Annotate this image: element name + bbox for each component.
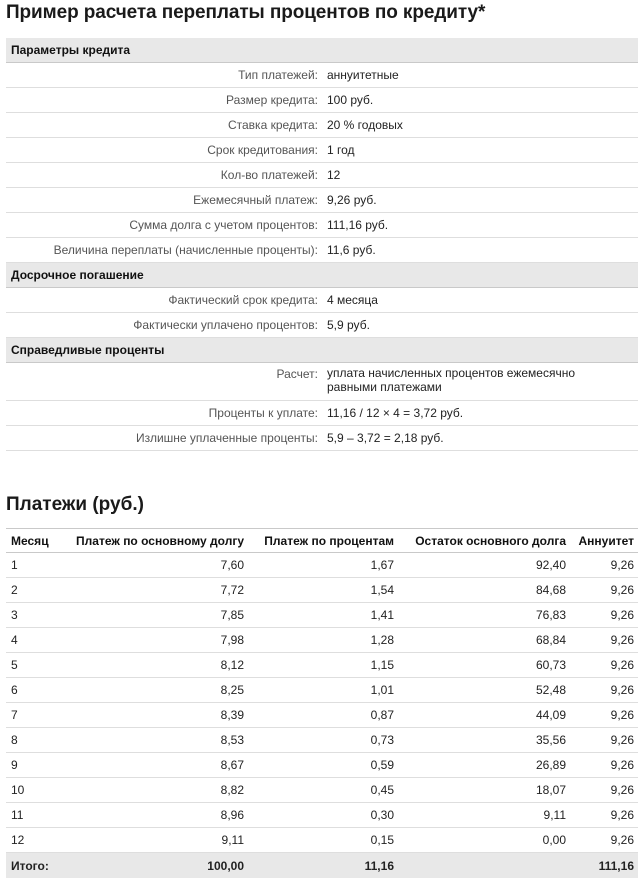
table-cell: 8,12 <box>220 658 244 672</box>
table-cell: 35,56 <box>535 733 566 747</box>
table-cell: 7,85 <box>220 608 244 622</box>
section-header: Справедливые проценты <box>6 338 638 363</box>
table-cell: 11 <box>11 808 24 822</box>
param-label: Фактический срок кредита: <box>168 293 318 307</box>
table-cell: 8 <box>11 733 18 747</box>
param-label: Проценты к уплате: <box>208 406 318 420</box>
table-cell: 1,67 <box>370 558 394 572</box>
param-label: Ставка кредита: <box>227 118 318 132</box>
table-row <box>6 703 638 728</box>
param-value: 100 руб. <box>327 93 374 107</box>
param-row <box>6 238 638 263</box>
param-value: 9,26 руб. <box>327 193 377 207</box>
table-cell: 9,26 <box>610 608 634 622</box>
table-cell: 9,26 <box>610 558 634 572</box>
table-cell: 10 <box>11 783 25 797</box>
table-cell: 18,07 <box>535 783 566 797</box>
total-cell: 100,00 <box>207 858 244 873</box>
total-cell: 111,16 <box>598 858 634 873</box>
param-value: 4 месяца <box>327 293 378 307</box>
table-cell: 1,41 <box>370 608 394 622</box>
column-header: Платеж по процентам <box>264 533 394 548</box>
table-row <box>6 828 638 853</box>
table-cell: 1 <box>11 558 18 572</box>
param-label: Ежемесячный платеж: <box>193 193 318 207</box>
table-cell: 4 <box>11 633 18 647</box>
section-header: Досрочное погашение <box>6 263 638 288</box>
param-row <box>6 363 638 401</box>
table-cell: 76,83 <box>535 608 566 622</box>
table-cell: 52,48 <box>535 683 566 697</box>
table-cell: 0,15 <box>370 833 394 847</box>
param-row <box>6 63 638 88</box>
section-header: Параметры кредита <box>6 38 638 63</box>
param-row <box>6 113 638 138</box>
table-row <box>6 753 638 778</box>
column-header: Аннуитет <box>578 533 634 548</box>
param-row <box>6 188 638 213</box>
table-cell: 8,82 <box>220 783 244 797</box>
table-cell: 0,30 <box>370 808 394 822</box>
table-cell: 7,98 <box>220 633 244 647</box>
param-row <box>6 313 638 338</box>
param-row <box>6 401 638 426</box>
param-row <box>6 213 638 238</box>
table-cell: 60,73 <box>535 658 566 672</box>
table-row <box>6 628 638 653</box>
table-cell: 9,26 <box>610 758 634 772</box>
table-cell: 7,60 <box>220 558 244 572</box>
param-value: уплата начисленных процентов ежемесячно равными платежами <box>327 366 576 394</box>
param-label: Сумма долга с учетом процентов: <box>129 218 318 232</box>
table-cell: 8,25 <box>220 683 244 697</box>
payments-title: Платежи (руб.) <box>6 494 144 515</box>
param-value: 1 год <box>327 143 355 157</box>
table-cell: 5 <box>11 658 18 672</box>
table-row <box>6 578 638 603</box>
table-cell: 0,00 <box>542 833 566 847</box>
total-cell: Итого: <box>11 858 49 873</box>
table-cell: 0,59 <box>370 758 394 772</box>
param-row <box>6 138 638 163</box>
table-cell: 8,53 <box>220 733 244 747</box>
table-cell: 7 <box>11 708 18 722</box>
param-label: Тип платежей: <box>238 68 318 82</box>
table-row <box>6 653 638 678</box>
total-cell: 11,16 <box>364 858 394 873</box>
table-cell: 9,26 <box>610 658 634 672</box>
param-label: Фактически уплачено процентов: <box>133 318 318 332</box>
param-value: 5,9 – 3,72 = 2,18 руб. <box>327 431 444 445</box>
table-row <box>6 603 638 628</box>
table-cell: 9,26 <box>610 808 634 822</box>
param-row <box>6 288 638 313</box>
table-row <box>6 728 638 753</box>
table-cell: 1,28 <box>370 633 394 647</box>
page-title: Пример расчета переплаты процентов по кредиту* <box>6 2 486 23</box>
table-cell: 9,26 <box>610 583 634 597</box>
table-row <box>6 778 638 803</box>
table-cell: 0,87 <box>370 708 394 722</box>
table-cell: 3 <box>11 608 18 622</box>
param-label: Расчет: <box>276 367 318 381</box>
table-cell: 8,96 <box>220 808 244 822</box>
payments-table-header <box>6 528 638 553</box>
payments-table-body <box>6 553 638 853</box>
table-cell: 84,68 <box>535 583 566 597</box>
loan-parameters-table <box>6 38 638 451</box>
column-header: Месяц <box>11 533 49 548</box>
table-cell: 12 <box>11 833 25 847</box>
table-cell: 9,11 <box>543 808 566 822</box>
param-label: Срок кредитования: <box>207 143 318 157</box>
param-value: 5,9 руб. <box>327 318 370 332</box>
table-cell: 9,26 <box>610 683 634 697</box>
param-label: Размер кредита: <box>226 93 318 107</box>
table-cell: 9 <box>11 758 18 772</box>
table-cell: 9,26 <box>610 833 634 847</box>
table-cell: 92,40 <box>535 558 566 572</box>
table-cell: 44,09 <box>535 708 566 722</box>
table-cell: 9,11 <box>221 833 244 847</box>
table-cell: 1,01 <box>370 683 394 697</box>
table-cell: 9,26 <box>610 708 634 722</box>
table-row <box>6 803 638 828</box>
table-cell: 9,26 <box>610 783 634 797</box>
table-row <box>6 678 638 703</box>
param-value: 11,16 / 12 × 4 = 3,72 руб. <box>327 406 464 420</box>
param-label: Излишне уплаченные проценты: <box>135 431 318 445</box>
param-label: Кол-во платежей: <box>220 168 318 182</box>
table-cell: 7,72 <box>220 583 244 597</box>
payments-total-row <box>6 853 638 878</box>
table-cell: 1,15 <box>370 658 394 672</box>
param-label: Величина переплаты (начисленные проценты): <box>53 243 318 257</box>
table-cell: 9,26 <box>610 733 634 747</box>
table-cell: 1,54 <box>370 583 394 597</box>
param-row <box>6 88 638 113</box>
table-cell: 26,89 <box>535 758 566 772</box>
param-row <box>6 163 638 188</box>
table-cell: 0,45 <box>370 783 394 797</box>
param-row <box>6 426 638 451</box>
param-value: аннуитетные <box>327 68 399 82</box>
table-cell: 8,39 <box>220 708 244 722</box>
payments-table <box>6 528 638 878</box>
table-row <box>6 553 638 578</box>
table-cell: 0,73 <box>370 733 394 747</box>
param-value: 12 <box>327 168 341 182</box>
table-cell: 6 <box>11 683 18 697</box>
table-cell: 8,67 <box>220 758 244 772</box>
table-cell: 2 <box>11 583 18 597</box>
column-header: Платеж по основному долгу <box>76 533 244 548</box>
param-value: 111,16 руб. <box>327 218 389 232</box>
param-value: 11,6 руб. <box>327 243 376 257</box>
column-header: Остаток основного долга <box>415 533 566 548</box>
table-cell: 9,26 <box>610 633 634 647</box>
param-value: 20 % годовых <box>327 118 403 132</box>
table-cell: 68,84 <box>535 633 566 647</box>
